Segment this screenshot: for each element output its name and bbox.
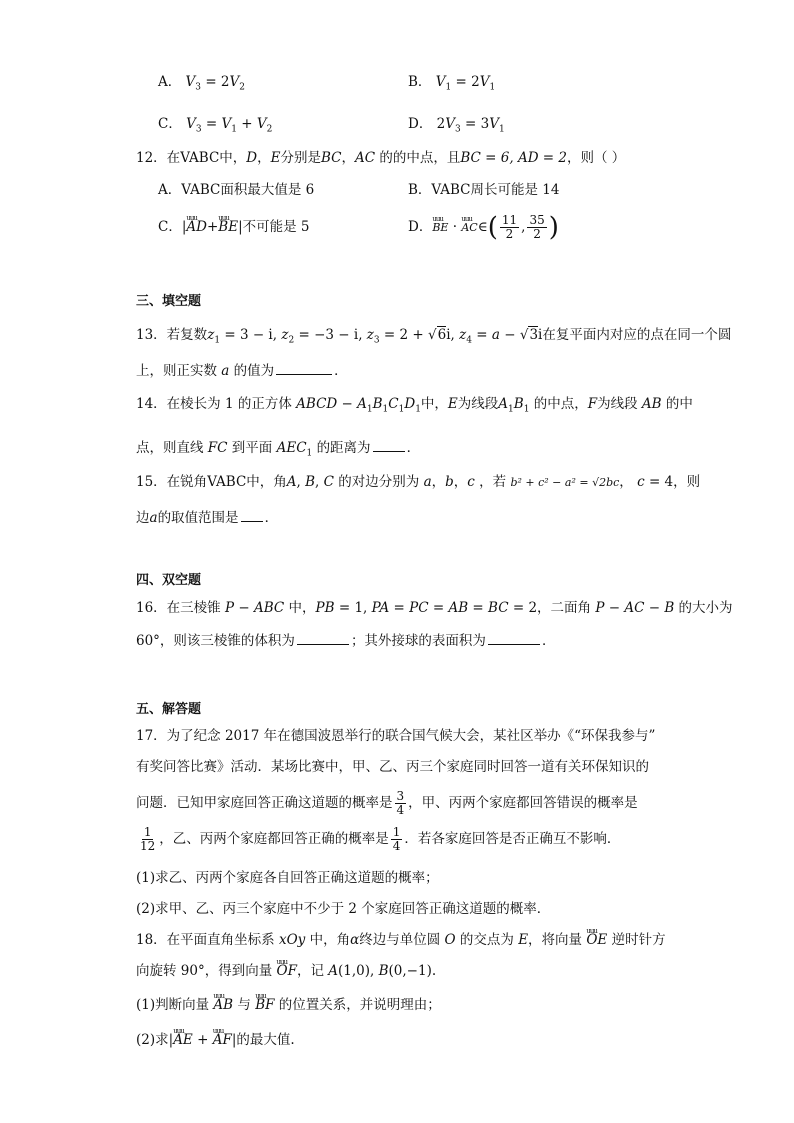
frac-num: 11 xyxy=(501,213,518,227)
math: VABC xyxy=(180,150,220,166)
text: 点，则直线 xyxy=(136,440,204,456)
math: VABC xyxy=(181,182,221,198)
text: 的交点为 xyxy=(459,932,514,948)
option-label: D． xyxy=(408,219,433,235)
frac-den: 4 xyxy=(396,803,405,817)
text: 18．在平面直角坐标系 xyxy=(136,932,275,948)
text: 为线段 xyxy=(597,396,638,412)
q17-line3 xyxy=(136,788,638,818)
q15-line2: 边a的取值范围是 ． xyxy=(136,507,278,528)
text: ，甲、丙两个家庭都回答错误的概率是 xyxy=(408,795,638,811)
q17-part2: (2)求甲、乙、丙三个家庭中不少于 2 个家庭回答正确这道题的概率． xyxy=(136,901,551,917)
text: ，则（ ） xyxy=(567,150,626,166)
q17-line2: 有奖问答比赛》活动．某场比赛中，甲、乙、丙三个家庭同时回答一道有关环保知识的 xyxy=(136,759,649,775)
text: ，得到向量 xyxy=(204,963,273,979)
frac-num: 35 xyxy=(529,213,545,227)
text: 的值为 xyxy=(233,363,275,379)
q13-line2: 上，则正实数 a 的值为 ． xyxy=(136,360,348,381)
q17-line4 xyxy=(136,824,620,854)
option-label: B． xyxy=(408,74,432,90)
text: ，记 xyxy=(296,963,324,979)
q18-part2: (2)求|uuu AE + uuu AF|的最大值. xyxy=(136,1030,295,1050)
text: 的中 xyxy=(665,396,693,412)
text: 12．在 xyxy=(136,150,181,166)
answer-blank[interactable] xyxy=(373,437,405,452)
text: ． xyxy=(334,363,348,379)
text: 16．在三棱锥 xyxy=(136,600,221,616)
text: ， xyxy=(619,474,633,490)
frac-den: 2 xyxy=(505,227,514,241)
q12-option-a xyxy=(158,180,314,200)
q12-option-b xyxy=(408,180,560,200)
math: VABC xyxy=(207,474,247,490)
text: 的对边分别为 xyxy=(338,474,420,490)
text: (2)求 xyxy=(136,1032,169,1048)
text: 面积最大值是 6 xyxy=(220,182,315,198)
q18-line1: 18．在平面直角坐标系 xOy 中，角α终边与单位圆 O 的交点为 E，将向量 uuu OE 逆时针方 xyxy=(136,930,666,950)
text: 在复平面内对应的点在同一个圆 xyxy=(542,327,732,343)
frac-num: 1 xyxy=(392,825,401,839)
text: 向旋转 xyxy=(136,963,177,979)
answer-blank[interactable] xyxy=(241,507,263,522)
q12-option-d: D．uuu BE · uuu AC∈( $\frac{11}{2}$ , $\frac{35}{2}$ ) xyxy=(408,213,559,242)
math: BC = 6, AD = 2 xyxy=(460,150,567,166)
text: ，二面角 xyxy=(537,600,592,616)
text: 60°，则该三棱锥的体积为 xyxy=(136,633,295,649)
frac-num: 3 xyxy=(396,789,405,803)
frac-num: 1 xyxy=(143,825,152,839)
option-math: V xyxy=(185,74,196,90)
text: 上，则正实数 xyxy=(136,363,217,379)
text: 问题．已知甲家庭回答正确这道题的概率是 xyxy=(136,795,393,811)
text: ；其外接球的表面积为 xyxy=(350,633,486,649)
q18-part1: (1)判断向量 uuu AB 与 uuu BF 的位置关系，并说明理由； xyxy=(136,995,441,1015)
option-label: B． xyxy=(408,182,432,198)
frac-den: 12 xyxy=(140,839,156,853)
text: 中，角 xyxy=(246,474,287,490)
text: 15．在锐角 xyxy=(136,474,208,490)
q17-part1: (1)求乙、丙两个家庭各自回答正确这道题的概率； xyxy=(136,870,439,886)
q12-stem: 12．在VABC中，D，E分别是BC，AC 的的中点，且BC = 6, AD = 2，则（ ） xyxy=(136,150,626,166)
q11-option-b: B． $V_1 = 2V_1$ xyxy=(408,74,496,93)
q11-option-a: A． $V_3 = 2V_2$ xyxy=(158,74,245,93)
text: 中， xyxy=(288,600,316,616)
text: 周长可能是 14 xyxy=(470,182,560,198)
text: ． xyxy=(264,510,279,526)
text: 与 xyxy=(237,997,251,1013)
text: 的大小为 xyxy=(678,600,733,616)
text: 终边与单位圆 xyxy=(359,932,441,948)
text: 中， xyxy=(420,396,448,412)
math: VABC xyxy=(431,182,471,198)
text: 的取值范围是 xyxy=(157,510,239,526)
text: 为线段 xyxy=(457,396,499,412)
text: 不可能是 5 xyxy=(242,219,310,235)
option-label: C． xyxy=(158,219,182,235)
answer-blank[interactable] xyxy=(297,630,349,645)
text: 中，角 xyxy=(309,932,351,948)
option-label: A． xyxy=(158,74,182,90)
text: 13．若复数 xyxy=(136,327,208,343)
text: 的中点，且 xyxy=(392,150,461,166)
option-label: A． xyxy=(158,182,182,198)
text: 的中点， xyxy=(533,396,588,412)
q13-line1: 13．若复数$z_1 = 3 - i$, $z_2 = -3 - i$, $z_3 = 2 + √6i$, $z_4 = a - √3i$在复平面内对应的点在同一个圆 xyxy=(136,327,732,346)
answer-blank[interactable] xyxy=(488,630,540,645)
q14-line1: 14．在棱长为 1 的正方体 ABCD − $A_1B_1C_1D_1$中，E为线段$A_1B_1$ 的中点，F为线段 AB 的中 xyxy=(136,396,693,415)
text: ，将向量 xyxy=(528,932,583,948)
section-heading-solve: 五、解答题 xyxy=(136,702,202,717)
option-label: D． xyxy=(408,116,433,132)
text: ，乙、丙两个家庭都回答正确的概率是 xyxy=(159,831,389,847)
text: ，若 xyxy=(479,474,507,490)
text: ，则 xyxy=(673,474,701,490)
q16-line1: 16．在三棱锥 P − ABC 中，PB = 1, PA = PC = AB = BC = 2，二面角 P − AC − B 的大小为 xyxy=(136,600,733,616)
q16-line2 xyxy=(136,630,555,651)
q17-line1: 17．为了纪念 2017 年在德国波恩举行的联合国气候大会，某社区举办《“环保我参与” xyxy=(136,728,656,744)
q18-line2: 向旋转 90°，得到向量 uuu OF，记 A(1,0), B(0,−1). xyxy=(136,961,436,981)
text: (1)判断向量 xyxy=(136,997,210,1013)
text: 到平面 xyxy=(231,440,273,456)
text: 14．在棱长为 1 的正方体 xyxy=(136,396,292,412)
frac-den: 4 xyxy=(392,839,401,853)
q11-option-d: D． $2V_3 = 3V_1$ xyxy=(408,116,505,135)
text: 逆时针方 xyxy=(611,932,666,948)
text: ． xyxy=(541,633,556,649)
answer-blank[interactable] xyxy=(276,360,332,375)
q14-line2: 点，则直线 FC 到平面 $AEC_1$ 的距离为 ． xyxy=(136,437,420,464)
text: ．若各家庭回答是否正确互不影响． xyxy=(404,831,621,847)
q12-option-c: C．|uuu AD+uuu BE|不可能是 5 xyxy=(158,217,310,237)
q11-option-c: C． $V_3 = V_1 + V_2$ xyxy=(158,116,273,135)
q15-line1: 15．在锐角VABC中，角A, B, C 的对边分别为 a，b，c ，若 b² + c² − a² = √2bc， c = 4，则 xyxy=(136,474,701,490)
option-label: C． xyxy=(158,116,182,132)
text: 的最大值. xyxy=(236,1032,295,1048)
section-heading-fill-blank: 三、填空题 xyxy=(136,294,202,309)
text: 分别是 xyxy=(280,150,321,166)
text: 的距离为 xyxy=(316,440,371,456)
frac-den: 2 xyxy=(533,227,541,241)
text: 边 xyxy=(136,510,150,526)
text: 的位置关系，并说明理由； xyxy=(278,997,441,1013)
section-heading-double-blank: 四、双空题 xyxy=(136,573,202,588)
text: ． xyxy=(406,440,421,456)
text: 中， xyxy=(219,150,247,166)
